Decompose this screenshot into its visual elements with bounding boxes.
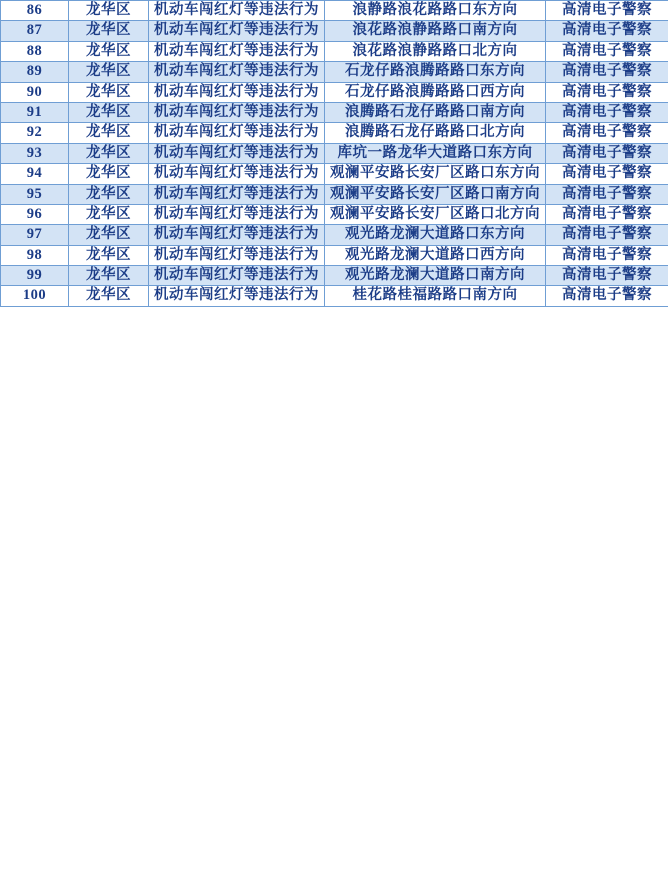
row-location-cell: 观澜平安路长安厂区路口北方向: [325, 204, 546, 224]
row-index-cell: 91: [1, 102, 69, 122]
row-index-cell: 93: [1, 143, 69, 163]
row-index-cell: 100: [1, 286, 69, 306]
row-violation-type-cell: 机动车闯红灯等违法行为: [149, 82, 325, 102]
row-district-cell: 龙华区: [69, 62, 149, 82]
row-index-cell: 87: [1, 21, 69, 41]
row-location-cell: 浪花路浪静路路口北方向: [325, 41, 546, 61]
row-violation-type-cell: 机动车闯红灯等违法行为: [149, 225, 325, 245]
row-device-cell: 高清电子警察: [546, 62, 668, 82]
row-index-cell: 88: [1, 41, 69, 61]
row-location-cell: 库坑一路龙华大道路口东方向: [325, 143, 546, 163]
row-location-cell: 石龙仔路浪腾路路口东方向: [325, 62, 546, 82]
table-row: [1, 123, 668, 143]
table-row: [1, 41, 668, 61]
row-violation-type-cell: 机动车闯红灯等违法行为: [149, 143, 325, 163]
row-location-cell: 浪花路浪静路路口南方向: [325, 21, 546, 41]
row-district-cell: 龙华区: [69, 286, 149, 306]
row-violation-type-cell: 机动车闯红灯等违法行为: [149, 286, 325, 306]
row-district-cell: 龙华区: [69, 21, 149, 41]
row-district-cell: 龙华区: [69, 184, 149, 204]
table-row: [1, 62, 668, 82]
row-district-cell: 龙华区: [69, 82, 149, 102]
row-location-cell: 浪腾路石龙仔路路口南方向: [325, 102, 546, 122]
row-device-cell: 高清电子警察: [546, 123, 668, 143]
table-row: [1, 1, 668, 21]
row-violation-type-cell: 机动车闯红灯等违法行为: [149, 245, 325, 265]
row-device-cell: 高清电子警察: [546, 245, 668, 265]
row-location-cell: 浪静路浪花路路口东方向: [325, 1, 546, 21]
table-row: [1, 82, 668, 102]
row-location-cell: 石龙仔路浪腾路路口西方向: [325, 82, 546, 102]
row-location-cell: 观光路龙澜大道路口东方向: [325, 225, 546, 245]
row-device-cell: 高清电子警察: [546, 21, 668, 41]
row-district-cell: 龙华区: [69, 164, 149, 184]
row-location-cell: 浪腾路石龙仔路路口北方向: [325, 123, 546, 143]
row-district-cell: 龙华区: [69, 41, 149, 61]
row-index-cell: 97: [1, 225, 69, 245]
row-device-cell: 高清电子警察: [546, 266, 668, 286]
row-district-cell: 龙华区: [69, 245, 149, 265]
row-district-cell: 龙华区: [69, 225, 149, 245]
row-violation-type-cell: 机动车闯红灯等违法行为: [149, 204, 325, 224]
row-index-cell: 90: [1, 82, 69, 102]
violation-table-body: [1, 1, 668, 307]
row-device-cell: 高清电子警察: [546, 82, 668, 102]
row-device-cell: 高清电子警察: [546, 184, 668, 204]
row-index-cell: 95: [1, 184, 69, 204]
table-row: [1, 102, 668, 122]
row-violation-type-cell: 机动车闯红灯等违法行为: [149, 123, 325, 143]
row-violation-type-cell: 机动车闯红灯等违法行为: [149, 21, 325, 41]
row-device-cell: 高清电子警察: [546, 286, 668, 306]
row-device-cell: 高清电子警察: [546, 225, 668, 245]
row-index-cell: 89: [1, 62, 69, 82]
row-location-cell: 观光路龙澜大道路口南方向: [325, 266, 546, 286]
table-row: [1, 184, 668, 204]
row-district-cell: 龙华区: [69, 266, 149, 286]
row-device-cell: 高清电子警察: [546, 164, 668, 184]
row-violation-type-cell: 机动车闯红灯等违法行为: [149, 102, 325, 122]
row-violation-type-cell: 机动车闯红灯等违法行为: [149, 62, 325, 82]
row-device-cell: 高清电子警察: [546, 204, 668, 224]
table-row: [1, 245, 668, 265]
row-location-cell: 观澜平安路长安厂区路口东方向: [325, 164, 546, 184]
table-row: [1, 164, 668, 184]
row-violation-type-cell: 机动车闯红灯等违法行为: [149, 1, 325, 21]
table-row: [1, 286, 668, 306]
row-device-cell: 高清电子警察: [546, 102, 668, 122]
row-district-cell: 龙华区: [69, 143, 149, 163]
row-violation-type-cell: 机动车闯红灯等违法行为: [149, 164, 325, 184]
row-device-cell: 高清电子警察: [546, 1, 668, 21]
row-device-cell: 高清电子警察: [546, 41, 668, 61]
row-index-cell: 92: [1, 123, 69, 143]
table-row: [1, 204, 668, 224]
table-row: [1, 143, 668, 163]
row-location-cell: 观澜平安路长安厂区路口南方向: [325, 184, 546, 204]
violation-table: [0, 0, 668, 307]
table-row: [1, 21, 668, 41]
row-location-cell: 桂花路桂福路路口南方向: [325, 286, 546, 306]
row-district-cell: 龙华区: [69, 123, 149, 143]
row-violation-type-cell: 机动车闯红灯等违法行为: [149, 184, 325, 204]
row-district-cell: 龙华区: [69, 204, 149, 224]
row-district-cell: 龙华区: [69, 1, 149, 21]
row-index-cell: 96: [1, 204, 69, 224]
row-index-cell: 99: [1, 266, 69, 286]
table-row: [1, 266, 668, 286]
row-index-cell: 94: [1, 164, 69, 184]
row-device-cell: 高清电子警察: [546, 143, 668, 163]
row-district-cell: 龙华区: [69, 102, 149, 122]
row-index-cell: 98: [1, 245, 69, 265]
row-location-cell: 观光路龙澜大道路口西方向: [325, 245, 546, 265]
row-index-cell: 86: [1, 1, 69, 21]
table-row: [1, 225, 668, 245]
row-violation-type-cell: 机动车闯红灯等违法行为: [149, 41, 325, 61]
row-violation-type-cell: 机动车闯红灯等违法行为: [149, 266, 325, 286]
